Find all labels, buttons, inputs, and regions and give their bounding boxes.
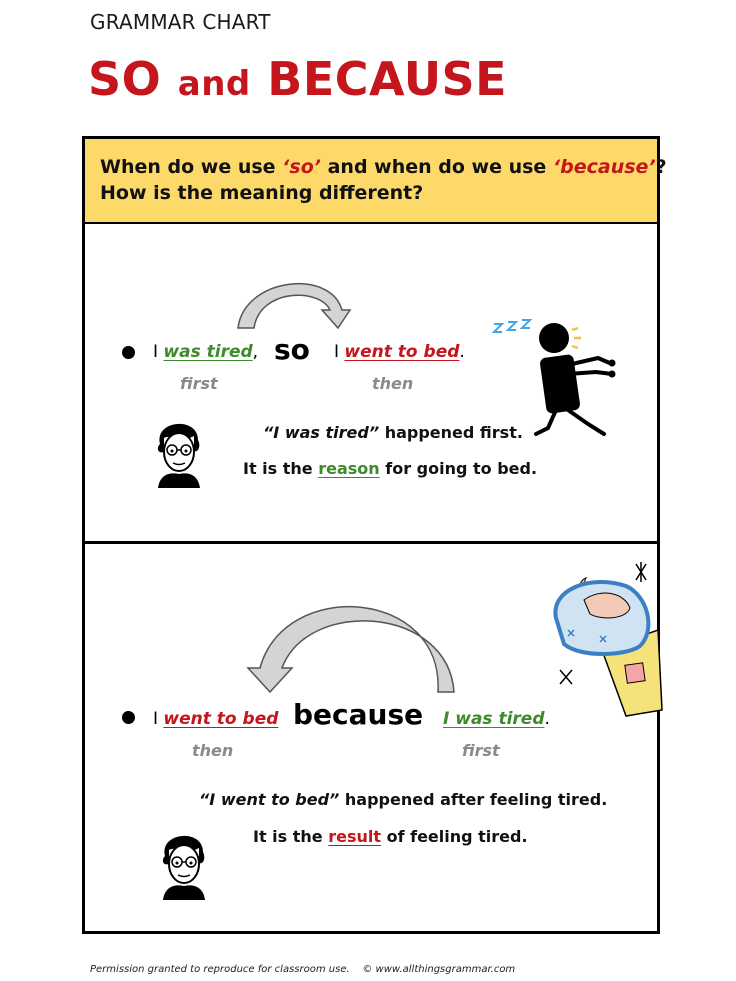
because-explanation-2: It is the result of feeling tired. [253, 827, 528, 846]
footer [90, 964, 515, 975]
bullet [122, 346, 135, 359]
footer-permission: Permission granted to reproduce for classroom use. [90, 964, 350, 975]
question-because: ‘because’ [552, 156, 656, 178]
so-clause-2-text: went to bed [344, 342, 460, 362]
because-clause-2-text: I was tired [443, 709, 545, 729]
section-divider [82, 541, 660, 544]
question-line-2: How is the meaning different? [100, 182, 424, 204]
chart-frame [82, 136, 660, 934]
question-so: ‘so’ [282, 156, 321, 178]
because-key-word: result [328, 827, 382, 846]
curved-arrow-icon [230, 272, 360, 332]
because-explanation-1: “I went to bed” happened after feeling tired. [199, 790, 608, 809]
so-explanation-2: It is the reason for going to bed. [243, 459, 538, 478]
connector-so: so [274, 333, 310, 366]
sleeping-person-icon [540, 560, 665, 720]
footer-copyright: © www.allthingsgrammar.com [362, 964, 516, 975]
because-clause-1-text: went to bed [163, 709, 279, 729]
so-label-first: first [180, 374, 218, 393]
because-label-then: then [192, 741, 234, 760]
title-because: BECAUSE [267, 52, 508, 106]
so-label-then: then [372, 374, 414, 393]
bullet [122, 711, 135, 724]
so-clause-1: I was tired, [153, 342, 259, 362]
because-clause-2: I was tired. [443, 709, 550, 729]
teacher-face-icon [157, 826, 209, 900]
question-line-1: When do we use ‘so’ and when do we use ‘because’? [100, 156, 667, 178]
so-explanation-1: “I was tired” happened first. [263, 423, 523, 442]
because-clause-1: I went to bed [153, 709, 279, 729]
so-key-word: reason [318, 459, 380, 478]
so-clause-2: I went to bed. [334, 342, 465, 362]
teacher-face-icon [152, 414, 204, 488]
title-so: SO [88, 52, 162, 106]
connector-because: because [293, 698, 424, 731]
chart-eyebrow: GRAMMAR CHART [90, 10, 271, 34]
title-and: and [177, 64, 251, 104]
so-clause-1-text: was tired [163, 342, 253, 362]
page-title [88, 52, 507, 106]
curved-arrow-icon [248, 612, 458, 696]
because-label-first: first [462, 741, 500, 760]
